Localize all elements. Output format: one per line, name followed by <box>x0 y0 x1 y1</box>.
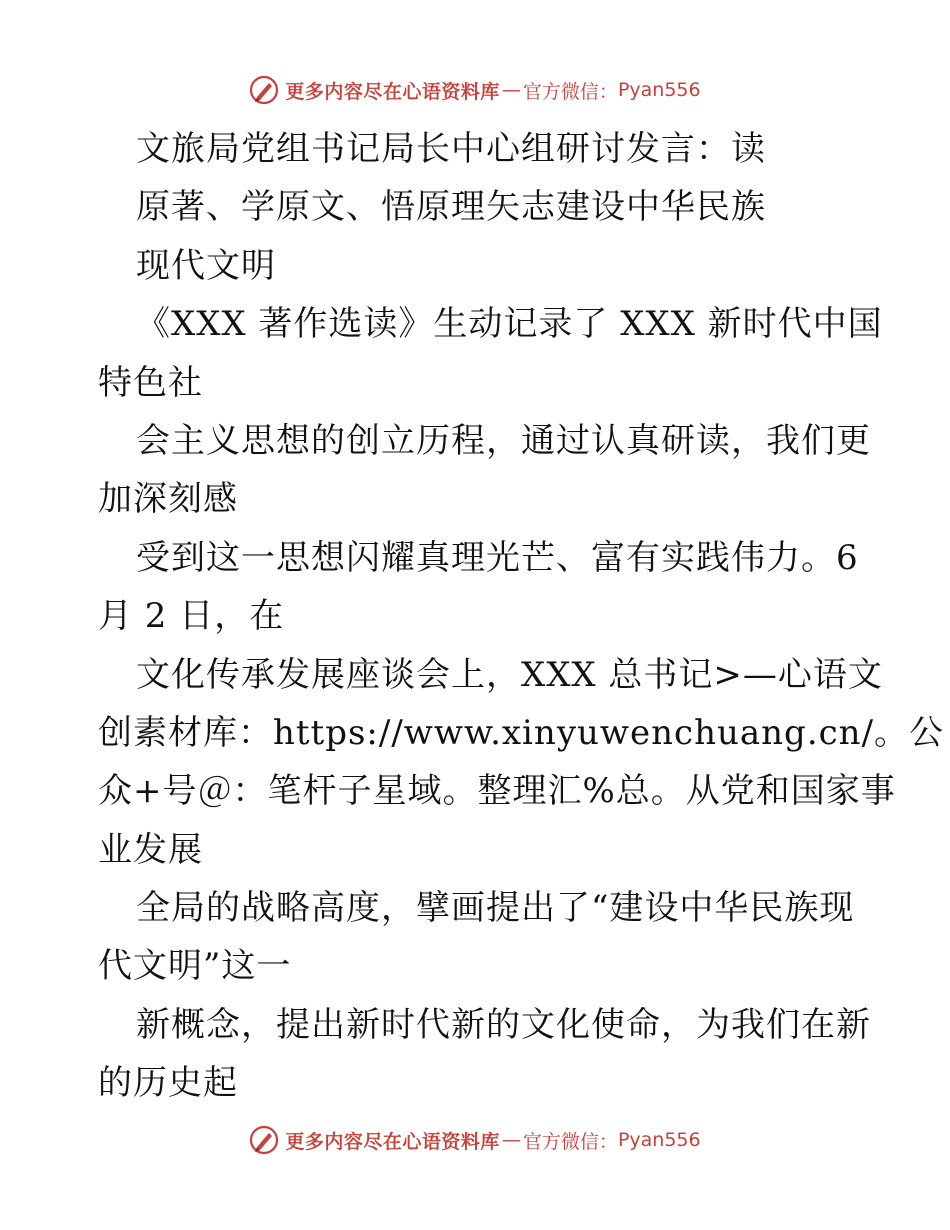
title-line-2: 原著、学原文、悟原理矢志建设中华民族 <box>136 187 766 228</box>
body-line: 代文明”这一 <box>98 946 292 987</box>
banner-wechat-label: 官方微信： <box>522 80 618 103</box>
pen-circle-logo-icon <box>249 75 279 105</box>
body-line: 文化传承发展座谈会上，XXX 总书记>—心语文 <box>136 654 883 695</box>
body-line: 众+号＠：笔杆子星域。整理汇%总。从党和国家事 <box>98 771 896 812</box>
body-line: 的历史起 <box>98 1063 238 1104</box>
header-banner <box>0 70 950 110</box>
body-line: 特色社 <box>98 362 203 403</box>
body-line: 会主义思想的创立历程，通过认真研读，我们更 <box>136 420 871 461</box>
banner-title: 更多内容尽在心语资料库 <box>285 1130 500 1153</box>
banner-title: 更多内容尽在心语资料库 <box>285 80 500 103</box>
body-line: 新概念，提出新时代新的文化使命，为我们在新 <box>136 1004 871 1045</box>
banner-dash: — <box>501 79 521 101</box>
banner-wechat-id: Pyan556 <box>617 79 701 101</box>
body-line: 全局的战略高度，擘画提出了“建设中华民族现 <box>136 888 855 929</box>
title-line-1: 文旅局党组书记局长中心组研讨发言：读 <box>136 129 766 169</box>
document-body <box>98 120 945 1113</box>
body-line: 加深刻感 <box>98 479 238 520</box>
body-line: 月 2 日，在 <box>98 596 285 637</box>
banner-wechat-id: Pyan556 <box>617 1129 701 1151</box>
title-line-3: 现代文明 <box>136 245 276 286</box>
body-line: 《XXX 著作选读》生动记录了 XXX 新时代中国 <box>136 304 883 345</box>
body-line: 业发展 <box>98 829 203 870</box>
footer-banner <box>0 1120 950 1160</box>
banner-wechat-label: 官方微信： <box>522 1130 618 1153</box>
banner-dash: — <box>501 1129 521 1151</box>
pen-circle-logo-icon <box>249 1125 279 1155</box>
body-line: 创素材库：https://www.xinyuwenchuang.cn/。公 <box>98 712 945 753</box>
body-line: 受到这一思想闪耀真理光芒、富有实践伟力。6 <box>136 537 859 578</box>
